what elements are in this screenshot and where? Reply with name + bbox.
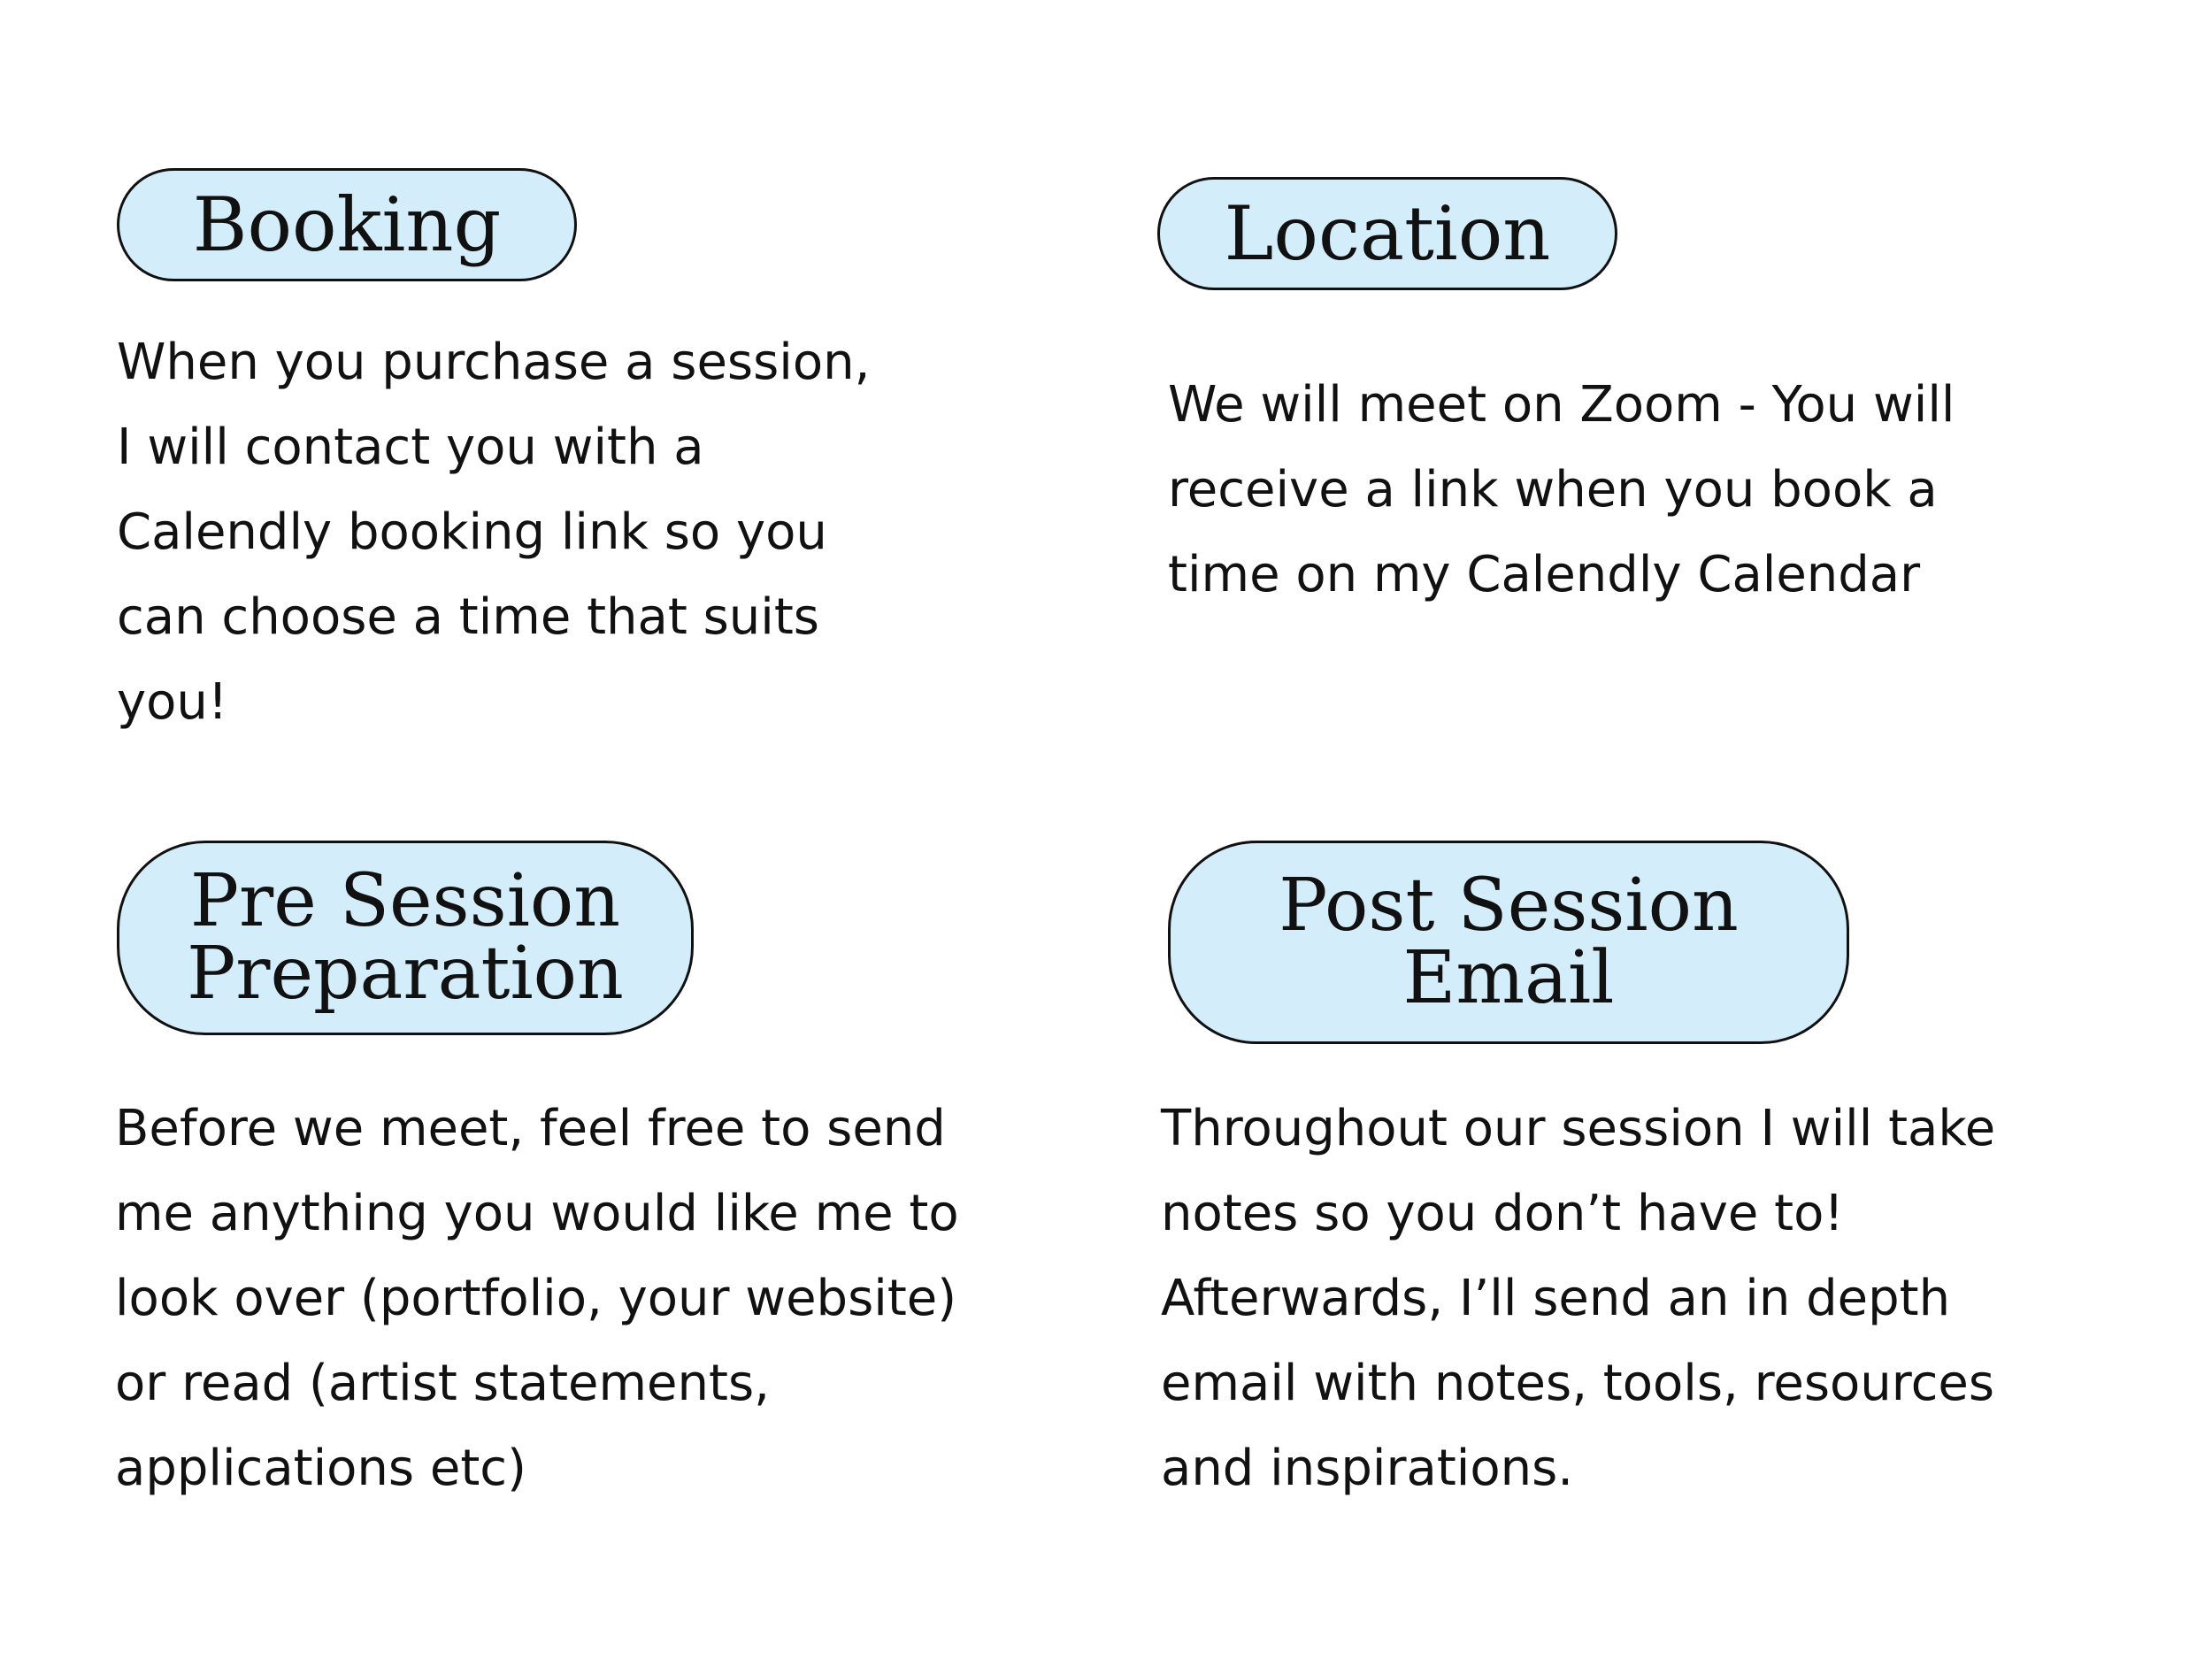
pre-session-heading: Pre Session Preparation bbox=[117, 841, 694, 1035]
post-session-description: Throughout our session I will take notes so you don’t have to! Afterwards, I’ll send an in depth email with notes, tools, resources and inspirations. bbox=[1161, 1100, 1996, 1497]
location-heading: Location bbox=[1157, 177, 1617, 290]
location-description: We will meet on Zoom - You will receive a link when you book a time on my Calendly Calendar bbox=[1168, 376, 1955, 603]
booking-heading: Booking bbox=[117, 168, 577, 281]
post-session-heading: Post Session Email bbox=[1168, 841, 1849, 1044]
booking-description: When you purchase a session, I will contact you with a Calendly booking link so you can choose a time that suits you! bbox=[117, 334, 871, 731]
pre-session-description: Before we meet, feel free to send me anything you would like me to look over (portfolio, your website) or read (artist statements, applications etc) bbox=[115, 1100, 959, 1497]
